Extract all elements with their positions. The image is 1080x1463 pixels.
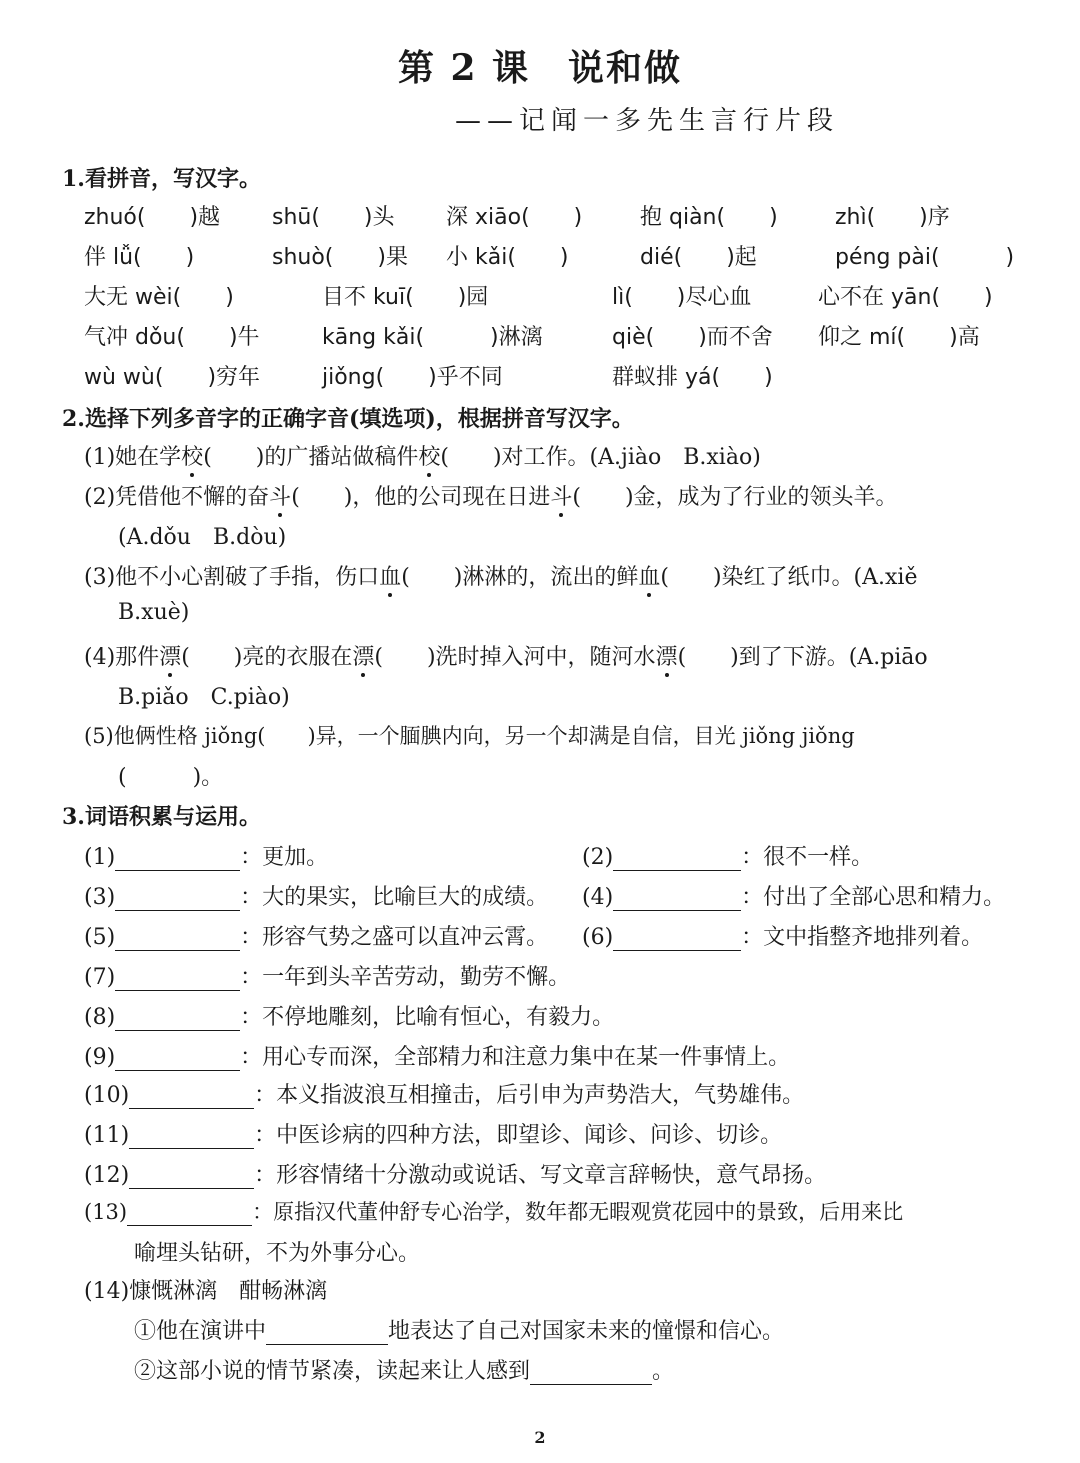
page-number: 2: [534, 1428, 546, 1447]
pinyin-item: 小 kǎi( ): [446, 245, 569, 270]
vocab-item-12: (12) ：形容情绪十分激动或说话、写文章言辞畅快，意气昂扬。: [84, 1163, 827, 1188]
pinyin-item: lì( )尽心血: [612, 285, 752, 310]
section3-heading: 3.词语积累与运用。: [62, 804, 261, 830]
pinyin-row-5: [0, 360, 1080, 400]
answer-blank[interactable]: [115, 968, 240, 991]
answer-blank[interactable]: [613, 888, 741, 911]
answer-blank[interactable]: [266, 1322, 388, 1345]
section2-heading: 2.选择下列多音字的正确字音(填选项)，根据拼音写汉字。: [62, 406, 634, 432]
pinyin-item: 气冲 dǒu( )牛: [84, 325, 260, 350]
vocab-item-14-label: (14)慷慨淋漓 酣畅淋漓: [84, 1279, 328, 1304]
vocab-item-5: (5) ：形容气势之盛可以直冲云霄。: [84, 925, 549, 950]
pinyin-item: shū( )头: [272, 205, 395, 230]
pinyin-item: 抱 qiàn( ): [640, 205, 778, 230]
section1-heading: 1.看拼音，写汉字。: [62, 166, 261, 192]
question-2-2: (2)凭借他不懈的奋斗( )，他的公司现在日进斗( )金，成为了行业的领头羊。: [84, 480, 898, 511]
pinyin-item: 大无 wèi( ): [84, 285, 234, 310]
answer-blank[interactable]: [115, 848, 240, 871]
vocab-item-6: (6) ：文中指整齐地排列着。: [582, 925, 984, 950]
pinyin-item: qiè( )而不舍: [612, 325, 773, 350]
pinyin-item: 群蚁排 yá( ): [612, 365, 773, 390]
pinyin-item: 心不在 yān( ): [818, 285, 993, 310]
answer-blank[interactable]: [115, 1008, 240, 1031]
pinyin-row-4: [0, 320, 1080, 360]
pinyin-row-3: [0, 280, 1080, 320]
pinyin-item: shuò( )果: [272, 245, 408, 270]
lesson-title: 第 2 课 说和做: [397, 47, 683, 89]
pinyin-item: 仰之 mí( )高: [818, 325, 980, 350]
vocab-item-7: (7) ：一年到头辛苦劳动，勤劳不懈。: [84, 965, 571, 990]
question-2-4-options: B.piǎo C.piào): [118, 685, 290, 710]
vocab-item-13: (13) ：原指汉代董仲舒专心治学，数年都无暇观赏花园中的景致，后用来比: [84, 1200, 904, 1224]
vocab-item-4: (4) ：付出了全部心思和精力。: [582, 885, 1006, 910]
vocab-item-2: (2) ：很不一样。: [582, 845, 874, 870]
pinyin-item: kāng kǎi( )淋漓: [322, 325, 543, 350]
answer-blank[interactable]: [129, 1126, 254, 1149]
pinyin-item: zhì( )序: [835, 205, 950, 230]
answer-blank[interactable]: [530, 1362, 652, 1385]
answer-blank[interactable]: [129, 1166, 254, 1189]
answer-blank[interactable]: [127, 1203, 252, 1226]
question-2-2-options: (A.dǒu B.dòu): [118, 525, 287, 550]
pinyin-item: zhuó( )越: [84, 205, 221, 230]
answer-blank[interactable]: [115, 1048, 240, 1071]
question-2-3-options: B.xuè): [118, 600, 190, 625]
vocab-item-13-cont: 喻埋头钻研，不为外事分心。: [134, 1241, 421, 1266]
pinyin-item: 目不 kuī( )园: [322, 285, 489, 310]
answer-blank[interactable]: [115, 888, 240, 911]
answer-blank[interactable]: [613, 848, 741, 871]
vocab-item-9: (9) ：用心专而深，全部精力和注意力集中在某一件事情上。: [84, 1045, 791, 1070]
vocab-item-8: (8) ：不停地雕刻，比喻有恒心，有毅力。: [84, 1005, 615, 1030]
vocab-item-1: (1) ：更加。: [84, 845, 329, 870]
answer-blank[interactable]: [613, 928, 741, 951]
question-2-1: (1)她在学校( )的广播站做稿件校( )对工作。(A.jiào B.xiào): [84, 440, 761, 471]
pinyin-item: dié( )起: [640, 245, 757, 270]
pinyin-item: péng pài( ): [835, 245, 1015, 270]
pinyin-row-2: [0, 240, 1080, 280]
answer-blank[interactable]: [115, 928, 240, 951]
question-2-5: (5)他俩性格 jiǒng( )异，一个腼腆内向，另一个却满是自信，目光 jiǒng jiǒng: [84, 724, 855, 748]
question-2-5-blank: ( )。: [118, 765, 224, 790]
vocab-item-10: (10) ：本义指波浪互相撞击，后引申为声势浩大，气势雄伟。: [84, 1083, 805, 1108]
pinyin-item: jiǒng( )乎不同: [322, 365, 503, 390]
question-2-4: (4)那件漂( )亮的衣服在漂( )洗时掉入河中，随河水漂( )到了下游。(A.piāo: [84, 640, 928, 671]
pinyin-item: 深 xiāo( ): [446, 205, 583, 230]
answer-blank[interactable]: [129, 1086, 254, 1109]
pinyin-item: wù wù( )穷年: [84, 365, 261, 390]
pinyin-row-1: [0, 200, 1080, 240]
vocab-item-14-sentence-1: ①他在演讲中 地表达了自己对国家未来的憧憬和信心。: [134, 1319, 785, 1344]
lesson-subtitle: ——记闻一多先生言行片段: [455, 106, 840, 136]
question-2-3: (3)他不小心割破了手指，伤口血( )淋淋的，流出的鲜血( )染红了纸巾。(A.xiě: [84, 560, 917, 591]
pinyin-item: 伴 lǚ( ): [84, 245, 195, 270]
vocab-item-3: (3) ：大的果实，比喻巨大的成绩。: [84, 885, 549, 910]
vocab-item-14-sentence-2: ②这部小说的情节紧凑，读起来让人感到 。: [134, 1359, 675, 1384]
vocab-item-11: (11) ：中医诊病的四种方法，即望诊、闻诊、问诊、切诊。: [84, 1123, 783, 1148]
